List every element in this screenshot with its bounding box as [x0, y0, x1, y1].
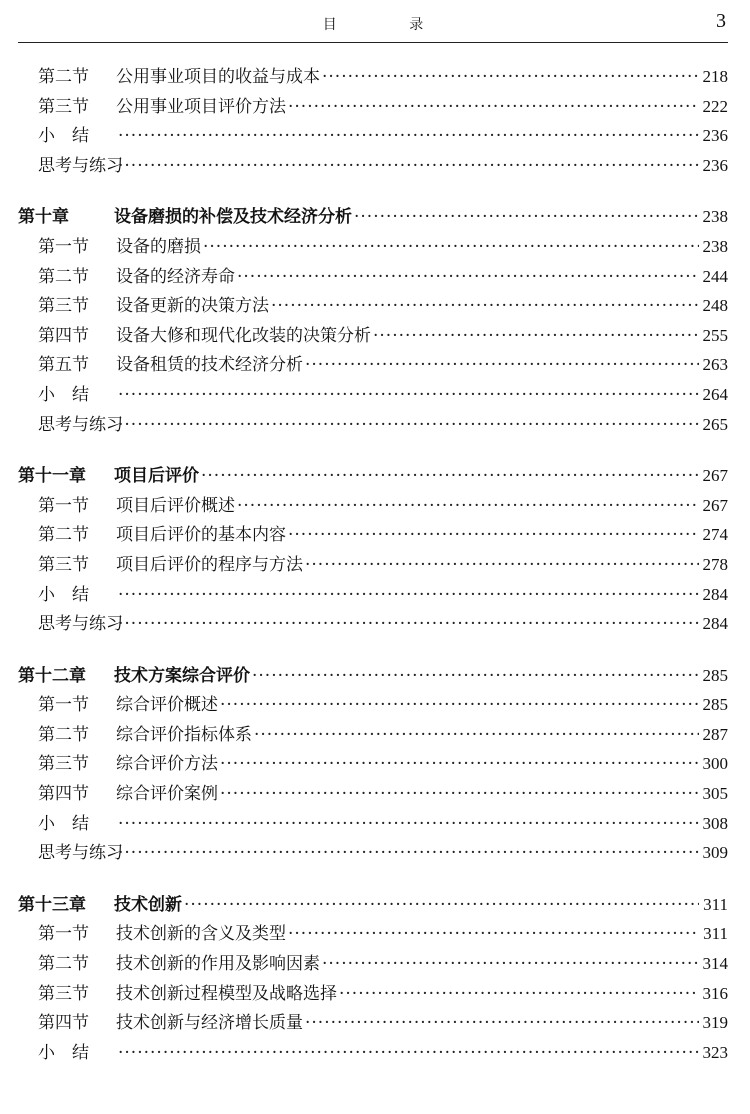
section-entry[interactable] [0, 92, 750, 122]
entry-label: 第一节 [38, 695, 89, 716]
chapter-block [0, 661, 750, 868]
entry-page-number: 305 [702, 784, 728, 804]
entry-title: 项目后评价概述 [116, 495, 235, 516]
dot-leader [118, 381, 699, 411]
dot-leader [201, 462, 699, 492]
entry-page-number: 311 [703, 924, 728, 944]
entry-title: 技术创新的含义及类型 [116, 924, 286, 945]
dot-leader [305, 1009, 699, 1039]
entry-title: 公用事业项目的收益与成本 [116, 67, 320, 87]
entry-label: 第三节 [38, 983, 89, 1004]
entry-page-number: 319 [702, 1013, 728, 1033]
entry-label: 第三节 [38, 554, 89, 575]
header-title: 目 录 [322, 17, 458, 33]
entry-label: 第二节 [38, 266, 89, 287]
dot-leader [220, 750, 699, 780]
entry-page-number: 308 [702, 813, 728, 833]
entry-page-number: 287 [702, 724, 728, 744]
entry-title: 公用事业项目评价方法 [116, 96, 286, 117]
dot-leader [237, 492, 699, 522]
section-entry[interactable] [0, 262, 750, 292]
entry-title: 综合评价指标体系 [116, 724, 252, 745]
chapter-entry[interactable] [0, 461, 750, 491]
section-entry[interactable] [0, 380, 750, 410]
entry-page-number: 248 [702, 296, 728, 316]
entry-page-number: 314 [702, 954, 728, 974]
entry-page-number: 267 [702, 466, 728, 486]
entry-title: 技术方案综合评价 [114, 665, 250, 686]
entry-page-number: 236 [702, 126, 728, 146]
dot-leader [339, 980, 699, 1010]
entry-label: 思考与练习 [38, 614, 123, 635]
entry-page-number: 323 [702, 1042, 728, 1062]
dot-leader [118, 810, 699, 840]
section-entry[interactable] [0, 809, 750, 839]
entry-label: 第二节 [38, 525, 89, 546]
section-entry[interactable] [0, 749, 750, 779]
entry-label: 第一节 [38, 924, 89, 945]
dot-leader [252, 662, 699, 692]
section-entry[interactable] [0, 580, 750, 610]
dot-leader [288, 93, 699, 123]
section-entry[interactable] [0, 1038, 750, 1068]
section-entry[interactable] [0, 121, 750, 151]
entry-title: 设备磨损的补偿及技术经济分析 [114, 207, 352, 228]
chapter-block [0, 461, 750, 639]
entry-label: 第四节 [38, 1013, 89, 1034]
section-entry[interactable] [0, 779, 750, 809]
section-entry[interactable] [0, 232, 750, 262]
entry-page-number: 264 [702, 384, 728, 404]
dot-leader [373, 322, 699, 352]
section-entry[interactable] [0, 491, 750, 521]
dot-leader [237, 263, 699, 293]
entry-title: 技术创新 [114, 894, 182, 915]
entry-label: 第十二章 [18, 665, 86, 686]
dot-leader [305, 551, 699, 581]
entry-page-number: 300 [702, 754, 728, 774]
dot-leader [118, 1039, 699, 1069]
entry-label: 思考与练习 [38, 843, 123, 864]
entry-title: 设备租赁的技术经济分析 [116, 355, 303, 376]
entry-page-number: 267 [702, 495, 728, 515]
dot-leader [271, 292, 699, 322]
entry-title: 技术创新的作用及影响因素 [116, 954, 320, 975]
entry-label: 思考与练习 [38, 414, 123, 435]
chapter-entry[interactable] [0, 890, 750, 920]
entry-page-number: 278 [702, 554, 728, 574]
section-entry[interactable] [0, 291, 750, 321]
section-entry[interactable] [0, 1008, 750, 1038]
entry-title: 技术创新过程模型及战略选择 [116, 983, 337, 1004]
entry-label: 第十一章 [18, 466, 86, 487]
entry-label: 第一节 [38, 495, 89, 516]
entry-label: 第十三章 [18, 894, 86, 915]
entry-label: 小 结 [38, 584, 89, 605]
entry-label: 第十章 [18, 207, 69, 228]
entry-label: 第三节 [38, 754, 89, 775]
section-entry[interactable] [0, 350, 750, 380]
entry-page-number: 236 [702, 155, 728, 175]
section-entry[interactable] [0, 550, 750, 580]
entry-title: 设备的经济寿命 [116, 266, 235, 287]
section-entry[interactable] [0, 410, 750, 440]
section-entry[interactable] [0, 520, 750, 550]
entry-label: 第五节 [38, 355, 89, 376]
section-entry[interactable] [0, 979, 750, 1009]
entry-title: 技术创新与经济增长质量 [116, 1013, 303, 1034]
page-header [18, 0, 728, 43]
entry-page-number: 255 [702, 325, 728, 345]
dot-leader [220, 780, 699, 810]
dot-leader [354, 203, 699, 233]
entry-label: 第二节 [38, 724, 89, 745]
entry-page-number: 285 [702, 695, 728, 715]
dot-leader [288, 521, 699, 551]
dot-leader [184, 891, 699, 921]
section-entry[interactable] [0, 720, 750, 750]
dot-leader [254, 721, 699, 751]
entry-label: 小 结 [38, 384, 89, 405]
entry-page-number: 284 [702, 614, 728, 634]
entry-title: 项目后评价 [114, 466, 199, 487]
dot-leader [118, 152, 699, 182]
section-entry[interactable] [0, 62, 750, 92]
dot-leader [118, 581, 699, 611]
section-entry[interactable] [0, 321, 750, 351]
dot-leader [118, 839, 699, 869]
entry-title: 项目后评价的程序与方法 [116, 554, 303, 575]
entry-label: 思考与练习 [38, 155, 123, 176]
entry-page-number: 263 [702, 355, 728, 375]
page-number: 3 [716, 10, 726, 32]
dot-leader [288, 920, 699, 950]
entry-label: 第四节 [38, 784, 89, 805]
entry-page-number: 218 [702, 67, 728, 86]
section-entry[interactable] [0, 690, 750, 720]
dot-leader [305, 351, 699, 381]
dot-leader [220, 691, 699, 721]
entry-page-number: 238 [702, 207, 728, 227]
entry-label: 小 结 [38, 126, 89, 147]
entry-page-number: 244 [702, 266, 728, 286]
chapter-block [0, 62, 750, 180]
dot-leader [118, 610, 699, 640]
entry-page-number: 238 [702, 236, 728, 256]
entry-page-number: 265 [702, 414, 728, 434]
entry-title: 综合评价方法 [116, 754, 218, 775]
dot-leader [322, 63, 699, 93]
entry-label: 第四节 [38, 325, 89, 346]
entry-title: 综合评价案例 [116, 784, 218, 805]
entry-page-number: 284 [702, 584, 728, 604]
section-entry[interactable] [0, 838, 750, 868]
chapter-block [0, 202, 750, 439]
entry-page-number: 274 [702, 525, 728, 545]
entry-title: 设备更新的决策方法 [116, 296, 269, 317]
section-entry[interactable] [0, 919, 750, 949]
entry-label: 第一节 [38, 236, 89, 257]
entry-label: 小 结 [38, 813, 89, 834]
dot-leader [203, 233, 699, 263]
table-of-contents [0, 62, 750, 1089]
section-entry[interactable] [0, 949, 750, 979]
entry-label: 第三节 [38, 296, 89, 317]
dot-leader [118, 122, 699, 152]
entry-title: 综合评价概述 [116, 695, 218, 716]
chapter-entry[interactable] [0, 202, 750, 232]
entry-page-number: 222 [702, 96, 728, 116]
entry-page-number: 311 [703, 894, 728, 914]
entry-label: 第三节 [38, 96, 89, 117]
entry-label: 第二节 [38, 954, 89, 975]
section-entry[interactable] [0, 609, 750, 639]
dot-leader [118, 411, 699, 441]
entry-label: 第二节 [38, 67, 89, 87]
entry-title: 设备大修和现代化改装的决策分析 [116, 325, 371, 346]
entry-page-number: 285 [702, 665, 728, 685]
dot-leader [322, 950, 699, 980]
section-entry[interactable] [0, 151, 750, 181]
entry-page-number: 309 [702, 843, 728, 863]
entry-title: 设备的磨损 [116, 236, 201, 257]
chapter-entry[interactable] [0, 661, 750, 691]
entry-label: 小 结 [38, 1042, 89, 1063]
entry-page-number: 316 [702, 983, 728, 1003]
entry-title: 项目后评价的基本内容 [116, 525, 286, 546]
chapter-block [0, 890, 750, 1068]
